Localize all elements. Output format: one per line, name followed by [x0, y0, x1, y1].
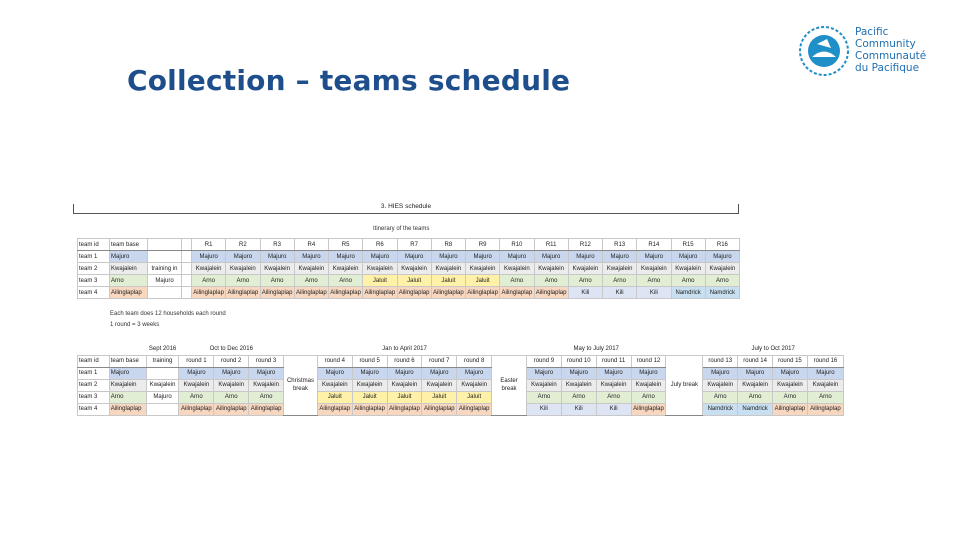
table-header-cell: team base	[110, 239, 148, 251]
table-cell: Jaluit	[457, 391, 492, 403]
table-cell: Kili	[561, 403, 596, 415]
table-cell: Majuro	[146, 391, 179, 403]
table-cell: team 3	[78, 391, 110, 403]
table-row	[78, 367, 844, 379]
table-header-cell: round 4	[317, 355, 352, 367]
table-cell	[182, 275, 192, 287]
table-header-cell: R7	[397, 239, 431, 251]
table-cell: Kwajalein	[329, 263, 363, 275]
table-cell: Arno	[109, 391, 146, 403]
table-cell: Kwajalein	[422, 379, 457, 391]
table-cell: Majuro	[526, 367, 561, 379]
table-cell: Ailinglaplap	[317, 403, 352, 415]
table-cell: Ailinglaplap	[352, 403, 387, 415]
table-header-cell: R11	[534, 239, 568, 251]
table-cell: Majuro	[192, 251, 226, 263]
period-label: Oct to Dec 2016	[209, 345, 253, 352]
period-label: Jan to April 2017	[382, 345, 427, 352]
table-cell: team 2	[78, 379, 110, 391]
period-row	[78, 343, 844, 355]
table-cell: Arno	[671, 275, 705, 287]
table-cell: Kwajalein	[568, 263, 602, 275]
table-cell: Arno	[596, 391, 631, 403]
table-cell: Ailinglaplap	[387, 403, 422, 415]
table-header-cell: round 5	[352, 355, 387, 367]
table-cell: Majuro	[148, 275, 182, 287]
table-cell: Kwajalein	[214, 379, 249, 391]
table-cell: Ailinglaplap	[249, 403, 284, 415]
table-header-cell: R9	[466, 239, 500, 251]
period-spacer	[666, 343, 703, 355]
table-cell: Arno	[637, 275, 671, 287]
table-cell: Arno	[807, 391, 843, 403]
table-cell: Kwajalein	[534, 263, 568, 275]
table-cell: team 1	[78, 251, 110, 263]
table-cell: Ailinglaplap	[631, 403, 666, 415]
table-header-cell: R6	[363, 239, 397, 251]
table-cell: Majuro	[738, 367, 773, 379]
table-cell: Arno	[500, 275, 534, 287]
table-cell: Ailinglaplap	[397, 287, 431, 299]
table-cell: Majuro	[179, 367, 214, 379]
pacific-community-logo	[797, 24, 937, 84]
table-cell: Kwajalein	[637, 263, 671, 275]
table-header-cell: round 2	[214, 355, 249, 367]
table-cell: Arno	[329, 275, 363, 287]
table-row	[78, 251, 740, 263]
table-cell: Majuro	[260, 251, 294, 263]
table-cell: Majuro	[110, 251, 148, 263]
table-cell: Arno	[110, 275, 148, 287]
table-cell	[148, 287, 182, 299]
table-cell: Majuro	[637, 251, 671, 263]
table-cell: Majuro	[603, 251, 637, 263]
table-cell: team 1	[78, 367, 110, 379]
easter-break: Easter break	[492, 355, 527, 415]
table-cell: Majuro	[671, 251, 705, 263]
table-cell: Majuro	[317, 367, 352, 379]
table-header-cell: round 9	[526, 355, 561, 367]
table-header-cell: R10	[500, 239, 534, 251]
table-cell: Kwajalein	[631, 379, 666, 391]
period-label: May to July 2017	[573, 345, 619, 352]
table-cell: team 4	[78, 287, 110, 299]
table-cell: Majuro	[422, 367, 457, 379]
table-row	[78, 391, 844, 403]
table-cell: Ailinglaplap	[363, 287, 397, 299]
table-cell: Kwajalein	[603, 263, 637, 275]
table-cell: Kili	[526, 403, 561, 415]
table-cell: Majuro	[596, 367, 631, 379]
table-cell: Majuro	[387, 367, 422, 379]
table-cell: Jaluit	[387, 391, 422, 403]
table-cell: Majuro	[807, 367, 843, 379]
table-header-cell: round 11	[596, 355, 631, 367]
period-spacer	[284, 343, 318, 355]
table-header-cell: R12	[568, 239, 602, 251]
table-cell: Arno	[179, 391, 214, 403]
table-header-cell: round 16	[807, 355, 843, 367]
table-cell: Majuro	[534, 251, 568, 263]
table-cell: Majuro	[568, 251, 602, 263]
table-cell: Jaluit	[422, 391, 457, 403]
table-cell: Kwajalein	[363, 263, 397, 275]
table-cell: Arno	[603, 275, 637, 287]
table-cell: Namdrick	[703, 403, 738, 415]
table-cell: Arno	[226, 275, 260, 287]
period-spacer	[492, 343, 527, 355]
table-cell: Jaluit	[363, 275, 397, 287]
table-cell: Kwajalein	[387, 379, 422, 391]
table-cell: Jaluit	[431, 275, 465, 287]
table-cell: Kwajalein	[457, 379, 492, 391]
table-cell: Ailinglaplap	[294, 287, 328, 299]
table-cell: team 3	[78, 275, 110, 287]
table-header-cell	[182, 239, 192, 251]
table-header-cell: round 1	[179, 355, 214, 367]
table-cell: Majuro	[705, 251, 739, 263]
table-cell	[182, 251, 192, 263]
table-cell: Majuro	[397, 251, 431, 263]
table-cell: Kwajalein	[352, 379, 387, 391]
table-cell: Kwajalein	[705, 263, 739, 275]
globe-icon	[797, 24, 851, 78]
table-header-cell: round 12	[631, 355, 666, 367]
table-cell: Kwajalein	[249, 379, 284, 391]
slide-title: Collection – teams schedule	[127, 64, 571, 97]
table-cell: team 4	[78, 403, 110, 415]
table-header-cell: training	[146, 355, 179, 367]
table-cell: Kwajalein	[807, 379, 843, 391]
table-header-cell: round 8	[457, 355, 492, 367]
table-header-cell: round 6	[387, 355, 422, 367]
table-cell: Arno	[561, 391, 596, 403]
table-cell: Ailinglaplap	[534, 287, 568, 299]
schedule-table	[77, 343, 844, 416]
table-cell: Arno	[534, 275, 568, 287]
table-cell: Majuro	[457, 367, 492, 379]
table-cell: Kili	[596, 403, 631, 415]
table-cell: Ailinglaplap	[226, 287, 260, 299]
table-cell	[182, 287, 192, 299]
table-cell: Arno	[705, 275, 739, 287]
table-row	[78, 275, 740, 287]
table-header-cell: R8	[431, 239, 465, 251]
table-cell: Namdrick	[671, 287, 705, 299]
table-cell: Arno	[294, 275, 328, 287]
table-cell	[146, 403, 179, 415]
table-cell: Ailinglaplap	[214, 403, 249, 415]
table-cell: Kwajalein	[110, 263, 148, 275]
table-cell: Kwajalein	[526, 379, 561, 391]
table-cell: Kili	[637, 287, 671, 299]
table-cell: Kwajalein	[431, 263, 465, 275]
table-header-cell: team id	[78, 355, 110, 367]
table-cell: Arno	[192, 275, 226, 287]
table-cell: Jaluit	[317, 391, 352, 403]
table-cell: Majuro	[329, 251, 363, 263]
table-cell: Arno	[703, 391, 738, 403]
table-row	[78, 379, 844, 391]
table-cell: Arno	[260, 275, 294, 287]
table-cell: Ailinglaplap	[422, 403, 457, 415]
table-header-cell: R14	[637, 239, 671, 251]
table-cell: Majuro	[631, 367, 666, 379]
table-cell: Ailinglaplap	[807, 403, 843, 415]
table-header-cell	[148, 239, 182, 251]
table-row	[78, 287, 740, 299]
table-header-cell: team base	[109, 355, 146, 367]
table-cell: Majuro	[703, 367, 738, 379]
table-cell: training in	[148, 263, 182, 275]
table-cell: Ailinglaplap	[431, 287, 465, 299]
table-cell: Majuro	[773, 367, 808, 379]
table-cell: Kwajalein	[671, 263, 705, 275]
table-cell: Kili	[603, 287, 637, 299]
table-header-cell: round 13	[703, 355, 738, 367]
table-cell: Kwajalein	[466, 263, 500, 275]
table-cell: Kwajalein	[500, 263, 534, 275]
period-label: July to Oct 2017	[751, 345, 795, 352]
schedule-caption: 3. HIES schedule	[380, 203, 432, 210]
period-label: Sept 2016	[148, 345, 177, 352]
table-cell: Majuro	[466, 251, 500, 263]
table-cell: Arno	[631, 391, 666, 403]
table-cell: Kwajalein	[703, 379, 738, 391]
table-cell: Kwajalein	[109, 379, 146, 391]
table-header-cell: R4	[294, 239, 328, 251]
table-header-row	[78, 239, 740, 251]
table-cell: Kwajalein	[773, 379, 808, 391]
table-cell: Ailinglaplap	[192, 287, 226, 299]
table-cell: Arno	[738, 391, 773, 403]
table-cell	[146, 367, 179, 379]
table-cell: Kwajalein	[260, 263, 294, 275]
table-cell: Arno	[773, 391, 808, 403]
table-header-cell: R16	[705, 239, 739, 251]
table-cell: Ailinglaplap	[329, 287, 363, 299]
table-cell: Kwajalein	[146, 379, 179, 391]
table-cell: Majuro	[363, 251, 397, 263]
table-row	[78, 403, 844, 415]
table-cell: Namdrick	[705, 287, 739, 299]
table-cell: Arno	[526, 391, 561, 403]
table-cell: Majuro	[249, 367, 284, 379]
table-header-cell: R2	[226, 239, 260, 251]
table-cell: Kwajalein	[179, 379, 214, 391]
table-header-cell: round 10	[561, 355, 596, 367]
table-header-cell: round 14	[738, 355, 773, 367]
table-header-cell: round 15	[773, 355, 808, 367]
table-cell: Majuro	[294, 251, 328, 263]
table-cell: Jaluit	[352, 391, 387, 403]
table-cell: Kwajalein	[192, 263, 226, 275]
table-header-row	[78, 355, 844, 367]
schedule-caption-box	[73, 204, 739, 214]
july-break: July break	[666, 355, 703, 415]
table-cell: Majuro	[226, 251, 260, 263]
logo-text: Pacific Community Communauté du Pacifique	[855, 26, 927, 74]
table-header-cell: round 7	[422, 355, 457, 367]
table-cell: Majuro	[214, 367, 249, 379]
table-cell: Kwajalein	[317, 379, 352, 391]
table-cell: team 2	[78, 263, 110, 275]
table-cell: Jaluit	[397, 275, 431, 287]
table-cell: Majuro	[561, 367, 596, 379]
table-cell: Kili	[568, 287, 602, 299]
table-cell: Namdrick	[738, 403, 773, 415]
table-cell: Ailinglaplap	[500, 287, 534, 299]
table-cell: Majuro	[500, 251, 534, 263]
itinerary-table	[77, 238, 740, 299]
note-round-length: 1 round = 3 weeks	[110, 322, 160, 328]
table-cell: Ailinglaplap	[260, 287, 294, 299]
table-header-cell: round 3	[249, 355, 284, 367]
period-spacer	[78, 343, 147, 355]
table-cell: Ailinglaplap	[773, 403, 808, 415]
christmas-break: Christmas break	[284, 355, 318, 415]
table-cell: Kwajalein	[561, 379, 596, 391]
table-row	[78, 263, 740, 275]
table-cell: Jaluit	[466, 275, 500, 287]
table-cell: Ailinglaplap	[457, 403, 492, 415]
table-cell: Majuro	[352, 367, 387, 379]
table-cell: Ailinglaplap	[466, 287, 500, 299]
table-cell: Kwajalein	[738, 379, 773, 391]
table-cell: Arno	[568, 275, 602, 287]
note-households: Each team does 12 households each round	[110, 311, 226, 317]
table-cell	[148, 251, 182, 263]
table-header-cell: R1	[192, 239, 226, 251]
table-cell: Kwajalein	[397, 263, 431, 275]
table-header-cell: R5	[329, 239, 363, 251]
itinerary-label: Itinerary of the teams	[373, 226, 430, 232]
table-header-cell: R13	[603, 239, 637, 251]
table-cell: Majuro	[431, 251, 465, 263]
table-header-cell: team id	[78, 239, 110, 251]
table-cell: Kwajalein	[226, 263, 260, 275]
table-cell	[182, 263, 192, 275]
table-cell: Ailinglaplap	[110, 287, 148, 299]
table-header-cell: R3	[260, 239, 294, 251]
table-cell: Ailinglaplap	[179, 403, 214, 415]
table-cell: Majuro	[109, 367, 146, 379]
table-cell: Kwajalein	[294, 263, 328, 275]
table-cell: Arno	[214, 391, 249, 403]
table-cell: Arno	[249, 391, 284, 403]
table-cell: Kwajalein	[596, 379, 631, 391]
table-cell: Ailinglaplap	[109, 403, 146, 415]
table-header-cell: R15	[671, 239, 705, 251]
